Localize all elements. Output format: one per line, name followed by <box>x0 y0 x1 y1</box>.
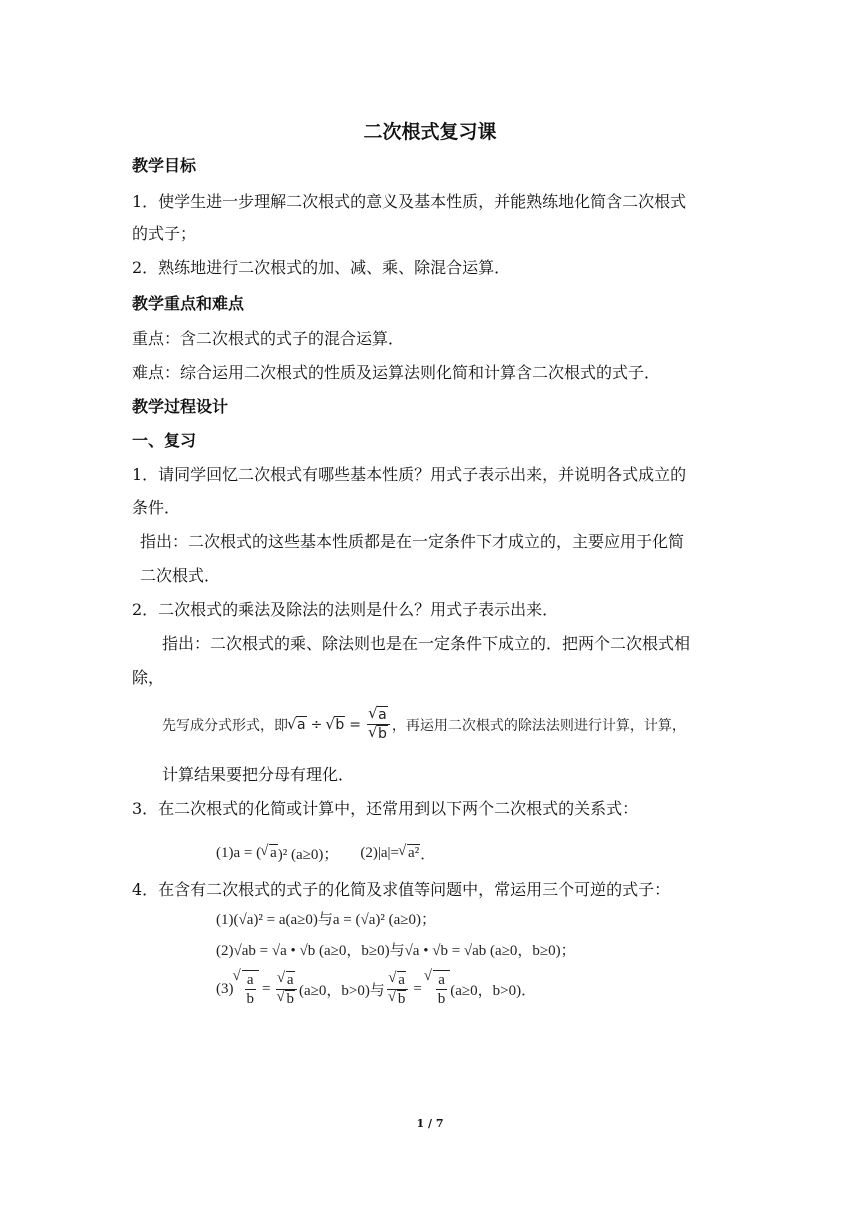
fraction-icon <box>387 971 409 1008</box>
fraction-numerator: a <box>378 707 387 723</box>
fraction-icon <box>275 971 297 1008</box>
relation-1-var: a <box>270 845 277 861</box>
sqrt-b-icon <box>326 717 345 733</box>
division-text-after: ，再运用二次根式的除法法则进行计算，计算， <box>391 717 686 734</box>
relation-1-suffix: )² (a≥0)； <box>277 847 339 863</box>
result-note: 计算结果要把分母有理化． <box>162 765 355 784</box>
page-number: 1 / 7 <box>416 1117 444 1130</box>
note-1-line-2: 二次根式． <box>140 566 221 585</box>
relation-2-prefix: (2)|a|= <box>360 845 400 861</box>
goal-1-line-1: 1．使学生进一步理解二次根式的意义及基本性质，并能熟练地化简含二次根式 <box>132 192 687 211</box>
formula-3-prefix: (3) <box>216 980 234 997</box>
f3-eq-2: = <box>413 980 422 997</box>
heading-teaching-goals: 教学目标 <box>132 156 197 175</box>
sqrt-fraction-icon <box>425 970 451 1008</box>
difficulty-text: 难点：综合运用二次根式的性质及运算法则化简和计算含二次根式的式子． <box>132 363 661 382</box>
division-sqrt-a: a <box>297 716 306 733</box>
goal-2: 2．熟练地进行二次根式的加、减、乘、除混合运算． <box>132 258 511 277</box>
f3-den-2: b <box>397 990 406 1007</box>
sqrt-icon <box>261 845 278 862</box>
fraction-sqrt-a-over-sqrt-b <box>367 706 390 743</box>
formula-3 <box>216 970 536 1008</box>
relation-2-var: a² <box>408 845 420 861</box>
division-equals-sign: = <box>349 716 361 733</box>
question-3: 3．在二次根式的化简或计算中，还常用到以下两个二次根式的关系式： <box>132 799 639 818</box>
page-title: 二次根式复习课 <box>363 121 497 143</box>
note-2-line-1: 指出：二次根式的乘、除法则也是在一定条件下成立的．把两个二次根式相 <box>162 634 691 653</box>
question-4: 4．在含有二次根式的式子的化简及求值等问题中，常运用三个可逆的式子： <box>132 880 671 899</box>
sqrt-fraction-icon <box>234 970 260 1008</box>
f3-num-2: a <box>398 971 405 988</box>
relation-formulas <box>216 843 435 864</box>
note-2-line-2: 除， <box>132 668 165 687</box>
formula-3-end: (a≥0，b>0)． <box>450 982 537 999</box>
heading-review: 一、复习 <box>132 431 197 450</box>
goal-1-line-2: 的式子； <box>132 224 197 243</box>
heading-process-design: 教学过程设计 <box>132 397 229 416</box>
formula-2: (2)√ab = √a • √b (a≥0，b≥0)与√a • √b = √ab (a≥0，b≥0)； <box>216 943 576 959</box>
sqrt-a-icon <box>288 717 307 733</box>
fraction-denominator: b <box>377 726 387 742</box>
question-1-line-2: 条件． <box>132 498 181 517</box>
focus-text: 重点：含二次根式的式子的混合运算． <box>132 329 405 348</box>
f3-num-1: a <box>286 971 294 988</box>
relation-2-suffix: ． <box>420 847 436 863</box>
formula-1: (1)(√a)² = a(a≥0)与a = (√a)² (a≥0)； <box>216 912 436 928</box>
note-1-line-1: 指出：二次根式的这些基本性质都是在一定条件下才成立的，主要应用于化简 <box>140 532 685 551</box>
f3-a2: √ a <box>438 972 445 988</box>
formula-3-mid: (a≥0，b>0)与 <box>298 982 385 999</box>
heading-focus-difficulty: 教学重点和难点 <box>132 294 245 313</box>
division-text-before: 先写成分式形式，即 <box>162 717 288 734</box>
f3-b2: b <box>437 991 446 1007</box>
division-divide-sign: ÷ <box>310 716 323 733</box>
division-sqrt-b: b <box>335 716 345 733</box>
f3-a: √ a <box>246 972 254 988</box>
question-2: 2．二次根式的乘法及除法的法则是什么？用式子表示出来． <box>132 600 559 619</box>
sqrt-icon <box>399 845 420 862</box>
division-rule-line <box>162 706 686 743</box>
f3-eq-1: = <box>262 980 271 997</box>
relation-1-prefix: (1)a = ( <box>216 845 262 861</box>
question-1-line-1: 1．请同学回忆二次根式有哪些基本性质？用式子表示出来，并说明各式成立的 <box>132 465 687 484</box>
f3-den-1: b <box>286 990 294 1007</box>
f3-b: b <box>246 991 254 1007</box>
